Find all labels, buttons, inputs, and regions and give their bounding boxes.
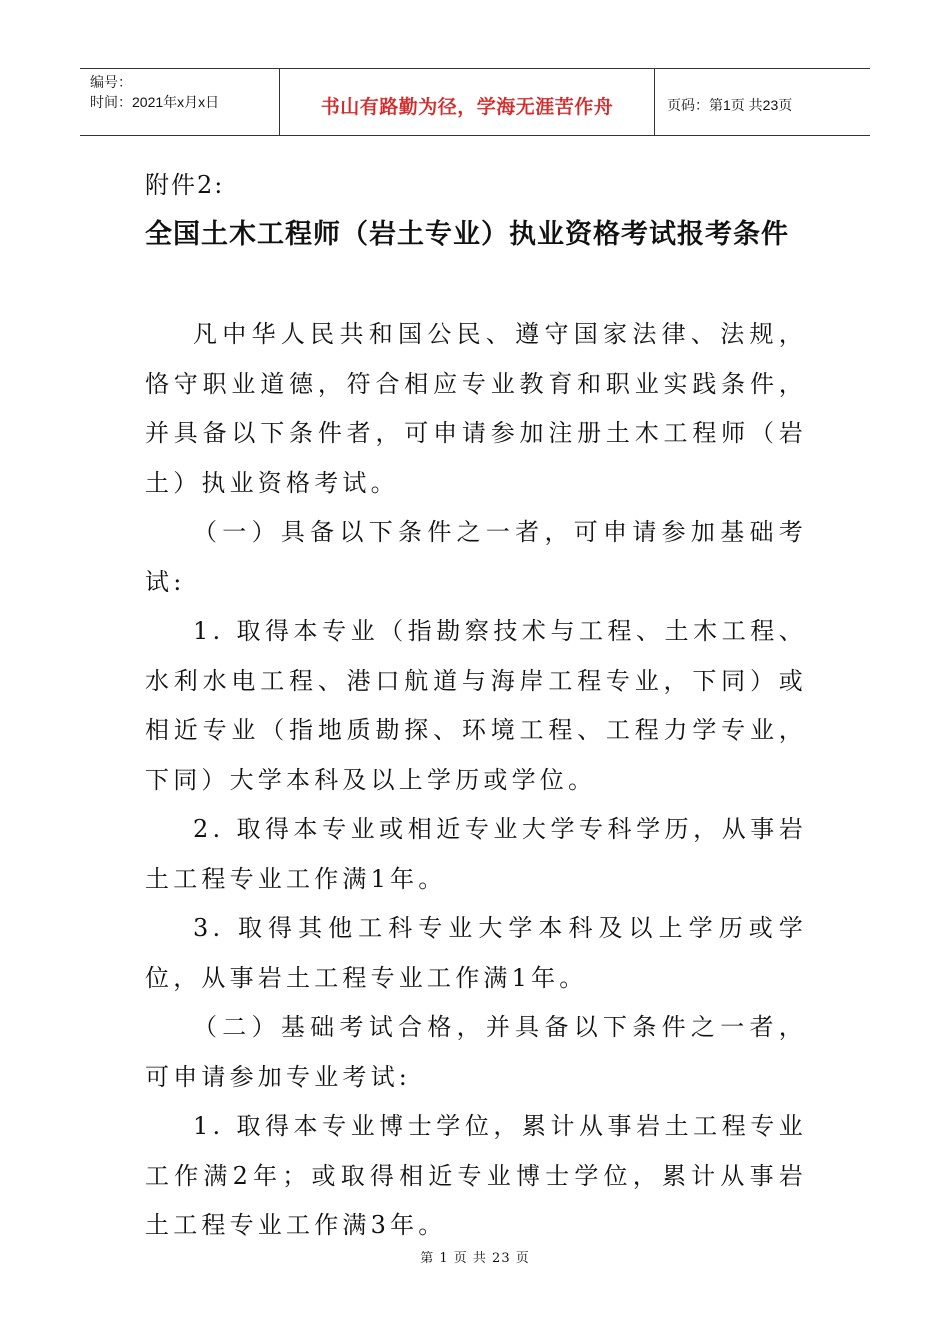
- header-info-cell: [80, 69, 280, 135]
- document-time-label: 时间：2021年x月x日: [90, 94, 220, 110]
- page-footer: 第 1 页 共 23 页: [420, 1251, 530, 1266]
- header-page-code: 页码：第1页 共23页: [667, 97, 793, 113]
- body-paragraph: 1. 取得本专业（指勘察技术与工程、土木工程、水利水电工程、港口航道与海岸工程专业，下同）或相近专业（指地质勘探、环境工程、工程力学专业，下同）大学本科及以上学历或学位。: [145, 617, 807, 794]
- body-paragraph: 2. 取得本专业或相近专业大学专科学历，从事岩土工程专业工作满1年。: [145, 815, 807, 893]
- document-body: [145, 310, 807, 1251]
- body-paragraph: 1. 取得本专业博士学位，累计从事岩土工程专业工作满2年；或取得相近专业博士学位，累计从事岩土工程专业工作满3年。: [145, 1112, 807, 1239]
- body-paragraph: 3. 取得其他工科专业大学本科及以上学历或学位，从事岩土工程专业工作满1年。: [145, 914, 807, 992]
- attachment-label: 附件2:: [145, 171, 225, 199]
- document-title: 全国土木工程师（岩土专业）执业资格考试报考条件: [145, 219, 789, 250]
- page-header-table: [80, 68, 870, 136]
- body-paragraph: 凡中华人民共和国公民、遵守国家法律、法规，恪守职业道德，符合相应专业教育和职业实践条件，并具备以下条件者，可申请参加注册土木工程师（岩土）执业资格考试。: [145, 320, 807, 497]
- header-motto: 书山有路勤为径，学海无涯苦作舟: [280, 69, 655, 135]
- body-paragraph: （二）基础考试合格，并具备以下条件之一者，可申请参加专业考试:: [145, 1013, 807, 1091]
- document-number-label: 编号：: [90, 74, 132, 90]
- body-paragraph: （一）具备以下条件之一者，可申请参加基础考试:: [145, 518, 807, 596]
